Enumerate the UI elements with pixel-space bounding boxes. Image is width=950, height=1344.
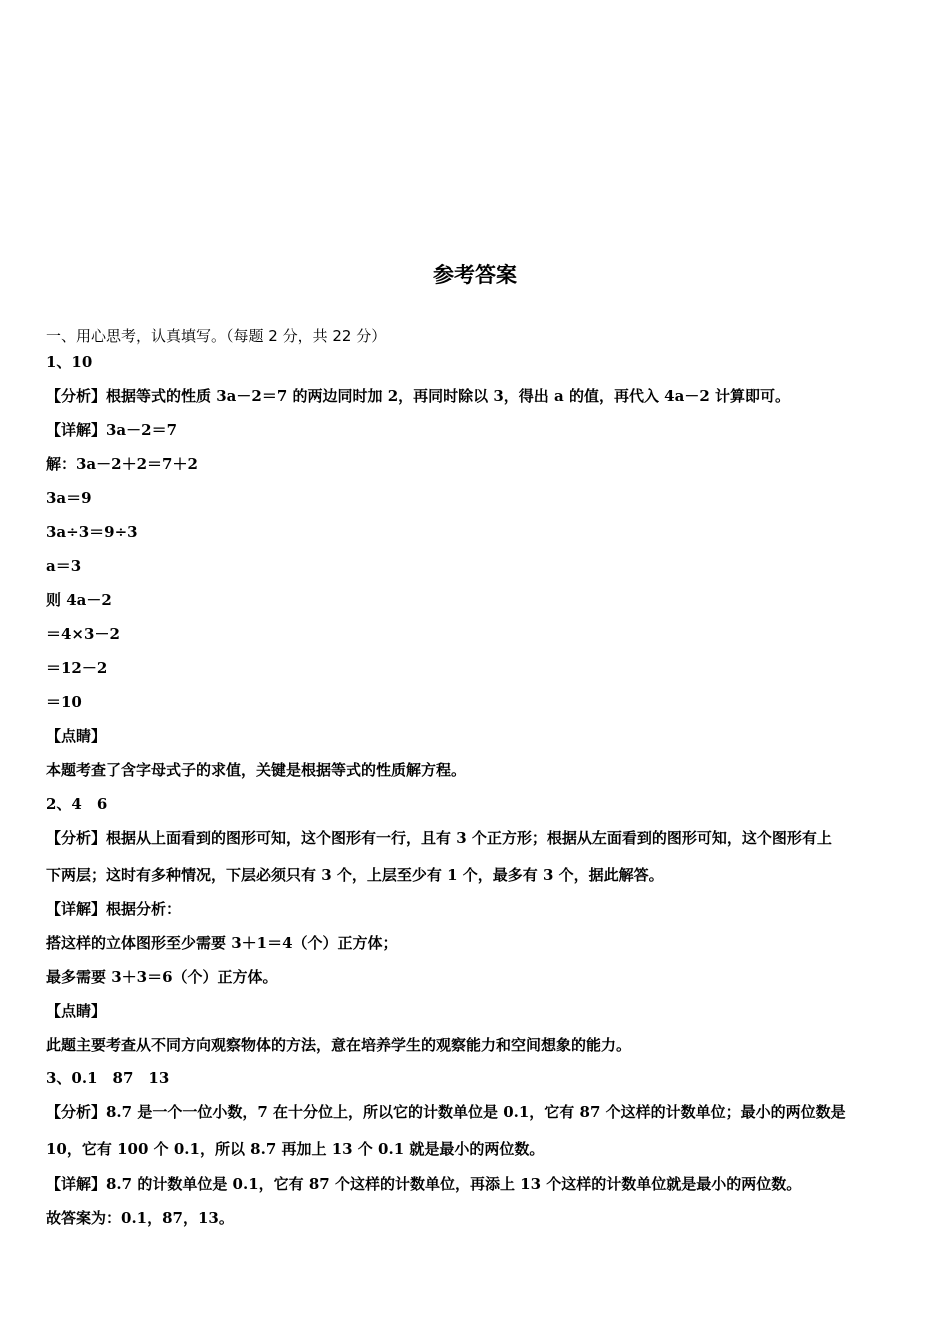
q1-step: ＝12－2 (46, 659, 108, 677)
q3-analysis-line2: 10，它有 100 个 0.1，所以 8.7 再加上 13 个 0.1 就是最小的两位数。 (46, 1140, 545, 1158)
q1-step: 3a÷3＝9÷3 (46, 523, 138, 541)
q1-step: ＝10 (46, 693, 82, 711)
q3-analysis-line1: 【分析】8.7 是一个一位小数，7 在十分位上，所以它的计数单位是 0.1，它有 87 个这样的计数单位；最小的两位数是 (46, 1103, 846, 1121)
q3-answer: 故答案为：0.1，87，13。 (46, 1209, 234, 1227)
q1-comment: 本题考查了含字母式子的求值，关键是根据等式的性质解方程。 (46, 761, 467, 779)
q2-comment: 此题主要考查从不同方向观察物体的方法，意在培养学生的观察能力和空间想象的能力。 (46, 1036, 632, 1054)
q2-analysis-line1: 【分析】根据从上面看到的图形可知，这个图形有一行，且有 3 个正方形；根据从左面看到的图形可知，这个图形有上 (46, 829, 832, 847)
q1-label: 1、10 (46, 353, 93, 371)
section-heading: 一、用心思考，认真填写。（每题 2 分，共 22 分） (46, 327, 387, 345)
q3-label: 3、0.1 87 13 (46, 1069, 170, 1087)
q2-comment-label: 【点睛】 (46, 1002, 107, 1020)
page-title: 参考答案 (433, 263, 517, 287)
q2-detail: 【详解】根据分析： (46, 900, 182, 918)
q1-step: ＝4×3－2 (46, 625, 120, 643)
q3-detail: 【详解】8.7 的计数单位是 0.1，它有 87 个这样的计数单位，再添上 13 个这样的计数单位就是最小的两位数。 (46, 1175, 802, 1193)
q1-step: 3a＝9 (46, 489, 92, 507)
q2-analysis-line2: 下两层；这时有多种情况，下层必须只有 3 个，上层至少有 1 个，最多有 3 个，据此解答。 (46, 866, 664, 884)
q2-step: 最多需要 3＋3＝6（个）正方体。 (46, 968, 278, 986)
q2-step: 搭这样的立体图形至少需要 3＋1＝4（个）正方体； (46, 934, 398, 952)
q1-analysis: 【分析】根据等式的性质 3a－2＝7 的两边同时加 2，再同时除以 3，得出 a 的值，再代入 4a－2 计算即可。 (46, 387, 790, 405)
q1-step: 则 4a－2 (46, 591, 112, 609)
q1-step: 解：3a－2＋2＝7＋2 (46, 455, 198, 473)
q1-comment-label: 【点睛】 (46, 727, 107, 745)
q1-step: a＝3 (46, 557, 82, 575)
q1-detail: 【详解】3a－2＝7 (46, 421, 178, 439)
q2-label: 2、4 6 (46, 795, 108, 813)
